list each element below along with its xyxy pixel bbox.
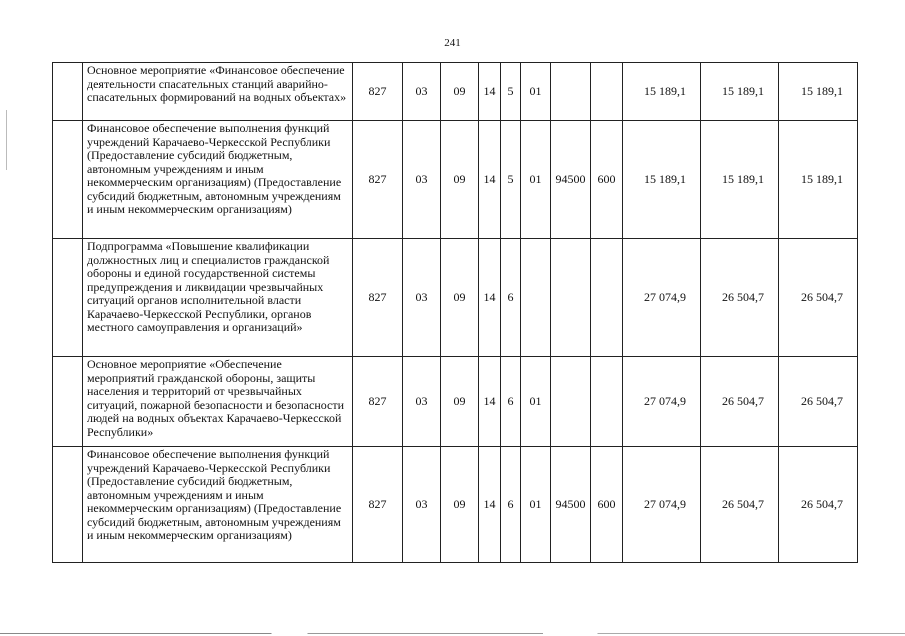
subprogram-code: 6 bbox=[501, 239, 521, 357]
section-code: 03 bbox=[403, 357, 441, 447]
event-code: 01 bbox=[521, 357, 551, 447]
blank-cell bbox=[53, 447, 83, 563]
table-row bbox=[53, 239, 858, 357]
event-code: 01 bbox=[521, 121, 551, 239]
program-code: 14 bbox=[479, 357, 501, 447]
amount-year-2: 26 504,7 bbox=[701, 357, 779, 447]
amount-year-2: 26 504,7 bbox=[701, 447, 779, 563]
amount-year-2: 15 189,1 bbox=[701, 63, 779, 121]
expense-type-code bbox=[591, 63, 623, 121]
amount-year-2: 26 504,7 bbox=[701, 239, 779, 357]
amount-year-3: 26 504,7 bbox=[779, 239, 858, 357]
subprogram-code: 6 bbox=[501, 357, 521, 447]
amount-year-3: 15 189,1 bbox=[779, 63, 858, 121]
program-code: 14 bbox=[479, 447, 501, 563]
event-code: 01 bbox=[521, 63, 551, 121]
expense-type-code bbox=[591, 239, 623, 357]
expense-type-code bbox=[591, 357, 623, 447]
page-number: 241 bbox=[444, 37, 461, 49]
event-code: 01 bbox=[521, 447, 551, 563]
item-name: Подпрограмма «Повышение квалификации должностных лиц и специалистов гражданской обороны и единой государственной системы предупреждения и ликвидации чрезвычайных ситуаций органов исполнительной власти Карачаево-Черкесской Республики, органов местного самоуправления и организаций» bbox=[83, 239, 353, 357]
table-row bbox=[53, 357, 858, 447]
subsection-code: 09 bbox=[441, 447, 479, 563]
scan-margin-mark bbox=[6, 110, 7, 170]
item-name: Финансовое обеспечение выполнения функций учреждений Карачаево-Черкесской Республики (Предоставление субсидий бюджетным, автономным учреждениям и иным некоммерческим организациям) (Предоставление субсидий бюджетным, автономным учреждениям и иным некоммерческим организациям) bbox=[83, 121, 353, 239]
program-code: 14 bbox=[479, 239, 501, 357]
expense-type-code: 600 bbox=[591, 447, 623, 563]
expense-type-code: 600 bbox=[591, 121, 623, 239]
amount-year-3: 15 189,1 bbox=[779, 121, 858, 239]
ministry-code: 827 bbox=[353, 121, 403, 239]
amount-year-1: 27 074,9 bbox=[623, 239, 701, 357]
subsection-code: 09 bbox=[441, 239, 479, 357]
ministry-code: 827 bbox=[353, 239, 403, 357]
blank-cell bbox=[53, 63, 83, 121]
ministry-code: 827 bbox=[353, 63, 403, 121]
subsection-code: 09 bbox=[441, 357, 479, 447]
direction-code: 94500 bbox=[551, 121, 591, 239]
direction-code bbox=[551, 239, 591, 357]
amount-year-1: 27 074,9 bbox=[623, 447, 701, 563]
subsection-code: 09 bbox=[441, 63, 479, 121]
item-name: Финансовое обеспечение выполнения функций учреждений Карачаево-Черкесской Республики (Предоставление субсидий бюджетным, автономным учреждениям и иным некоммерческим организациям) (Предоставление субсидий бюджетным, автономным учреждениям и иным некоммерческим организациям) bbox=[83, 447, 353, 563]
table-row bbox=[53, 121, 858, 239]
budget-table bbox=[52, 62, 858, 563]
ministry-code: 827 bbox=[353, 447, 403, 563]
direction-code: 94500 bbox=[551, 447, 591, 563]
subprogram-code: 5 bbox=[501, 121, 521, 239]
blank-cell bbox=[53, 121, 83, 239]
subsection-code: 09 bbox=[441, 121, 479, 239]
section-code: 03 bbox=[403, 447, 441, 563]
scan-edge-line bbox=[0, 633, 905, 634]
amount-year-1: 15 189,1 bbox=[623, 63, 701, 121]
section-code: 03 bbox=[403, 121, 441, 239]
section-code: 03 bbox=[403, 63, 441, 121]
program-code: 14 bbox=[479, 121, 501, 239]
program-code: 14 bbox=[479, 63, 501, 121]
amount-year-3: 26 504,7 bbox=[779, 447, 858, 563]
amount-year-2: 15 189,1 bbox=[701, 121, 779, 239]
amount-year-1: 15 189,1 bbox=[623, 121, 701, 239]
ministry-code: 827 bbox=[353, 357, 403, 447]
direction-code bbox=[551, 357, 591, 447]
item-name: Основное мероприятие «Обеспечение мероприятий гражданской обороны, защиты населения и территорий от чрезвычайных ситуаций, пожарной безопасности и безопасности людей на водных объектах Карачаево-Черкесской Республики» bbox=[83, 357, 353, 447]
amount-year-3: 26 504,7 bbox=[779, 357, 858, 447]
subprogram-code: 5 bbox=[501, 63, 521, 121]
blank-cell bbox=[53, 357, 83, 447]
section-code: 03 bbox=[403, 239, 441, 357]
amount-year-1: 27 074,9 bbox=[623, 357, 701, 447]
direction-code bbox=[551, 63, 591, 121]
table-row bbox=[53, 447, 858, 563]
item-name: Основное мероприятие «Финансовое обеспечение деятельности спасательных станций аварийно-спасательных формирований на водных объектах» bbox=[83, 63, 353, 121]
blank-cell bbox=[53, 239, 83, 357]
subprogram-code: 6 bbox=[501, 447, 521, 563]
table-row bbox=[53, 63, 858, 121]
event-code bbox=[521, 239, 551, 357]
